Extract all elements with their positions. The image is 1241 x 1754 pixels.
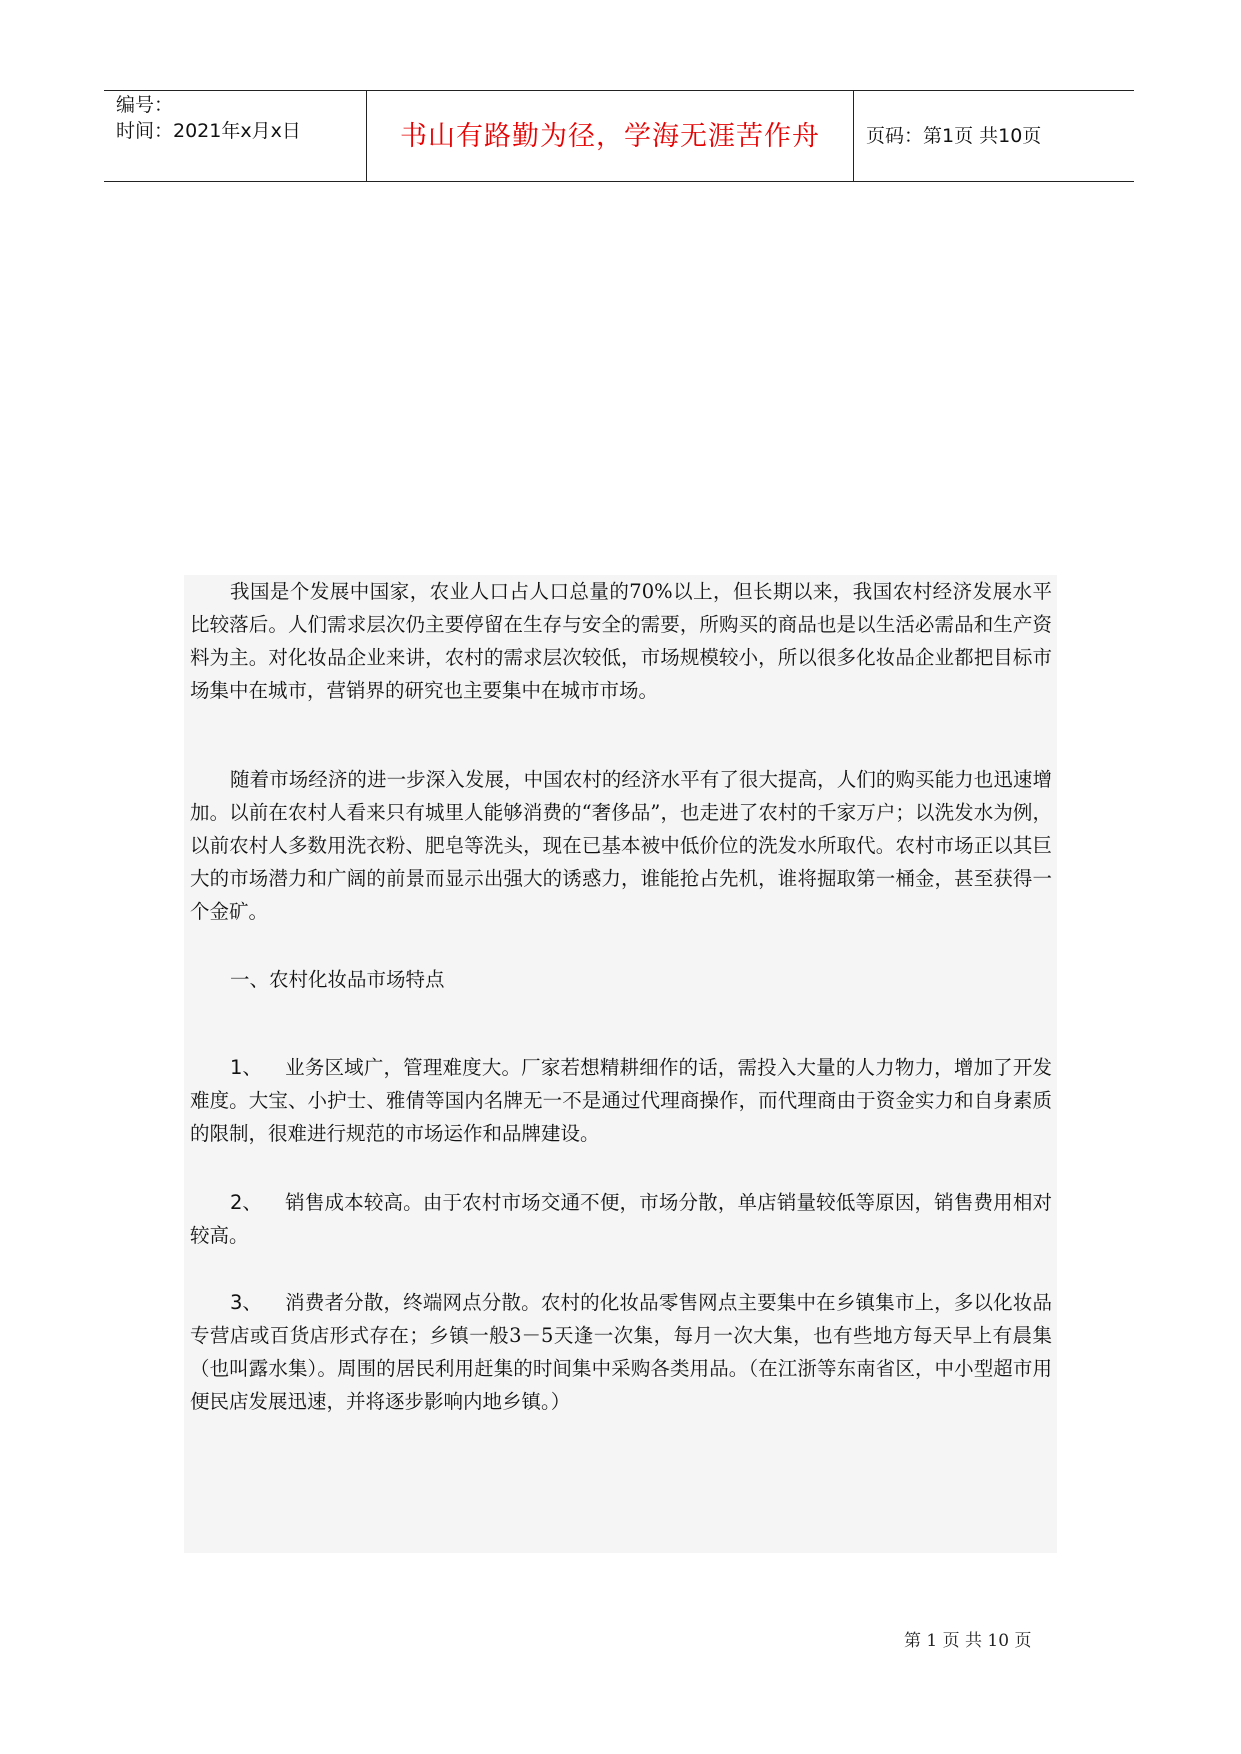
page-footer: 第 1 页 共 10 页 [904, 1631, 1032, 1651]
list-item-number: 3、 [230, 1291, 262, 1314]
document-body [184, 575, 1057, 1553]
paragraph-intro: 我国是个发展中国家，农业人口占人口总量的70%以上，但长期以来，我国农村经济发展水平比较落后。人们需求层次仍主要停留在生存与安全的需要，所购买的商品也是以生活必需品和生产资料为主。对化妆品企业来讲，农村的需求层次较低，市场规模较小，所以很多化妆品企业都把目标市场集中在城市，营销界的研究也主要集中在城市市场。 [190, 580, 1052, 702]
paragraph-market-growth: 随着市场经济的进一步深入发展，中国农村的经济水平有了很大提高，人们的购买能力也迅速增加。以前在农村人看来只有城里人能够消费的“奢侈品”，也走进了农村的千家万户；以洗发水为例，以前农村人多数用洗衣粉、肥皂等洗头，现在已基本被中低价位的洗发水所取代。农村市场正以其巨大的市场潜力和广阔的前景而显示出强大的诱惑力，谁能抢占先机，谁将掘取第一桶金，甚至获得一个金矿。 [190, 768, 1052, 923]
list-item [190, 1286, 1052, 1418]
list-item [190, 1186, 1052, 1252]
list-item-text: 销售成本较高。由于农村市场交通不便，市场分散，单店销量较低等原因，销售费用相对较高。 [190, 1191, 1052, 1247]
header-motto: 书山有路勤为径，学海无涯苦作舟 [400, 121, 820, 152]
header-page-code: 页码：第1页 共10页 [866, 125, 1042, 147]
header-motto-cell [367, 91, 854, 181]
header-page-cell [854, 91, 1134, 181]
list-item [190, 1051, 1052, 1150]
document-code-label: 编号： [116, 94, 174, 116]
list-item-text: 业务区域广，管理难度大。厂家若想精耕细作的话，需投入大量的人力物力，增加了开发难度。大宝、小护士、雅倩等国内名牌无一不是通过代理商操作，而代理商由于资金实力和自身素质的限制，很难进行规范的市场运作和品牌建设。 [190, 1056, 1052, 1145]
document-time-label: 时间：2021年x月x日 [116, 120, 301, 142]
list-item-text: 消费者分散，终端网点分散。农村的化妆品零售网点主要集中在乡镇集市上，多以化妆品专营店或百货店形式存在；乡镇一般3－5天逢一次集，每月一次大集，也有些地方每天早上有晨集（也叫露水集）。周围的居民利用赶集的时间集中采购各类用品。（在江浙等东南省区，中小型超市用便民店发展迅速，并将逐步影响内地乡镇。） [190, 1291, 1052, 1413]
list-item-number: 1、 [230, 1056, 262, 1079]
list-item-number: 2、 [230, 1191, 262, 1214]
header-info-cell [104, 91, 367, 181]
section-heading: 一、农村化妆品市场特点 [230, 968, 445, 991]
header-table [104, 90, 1134, 182]
